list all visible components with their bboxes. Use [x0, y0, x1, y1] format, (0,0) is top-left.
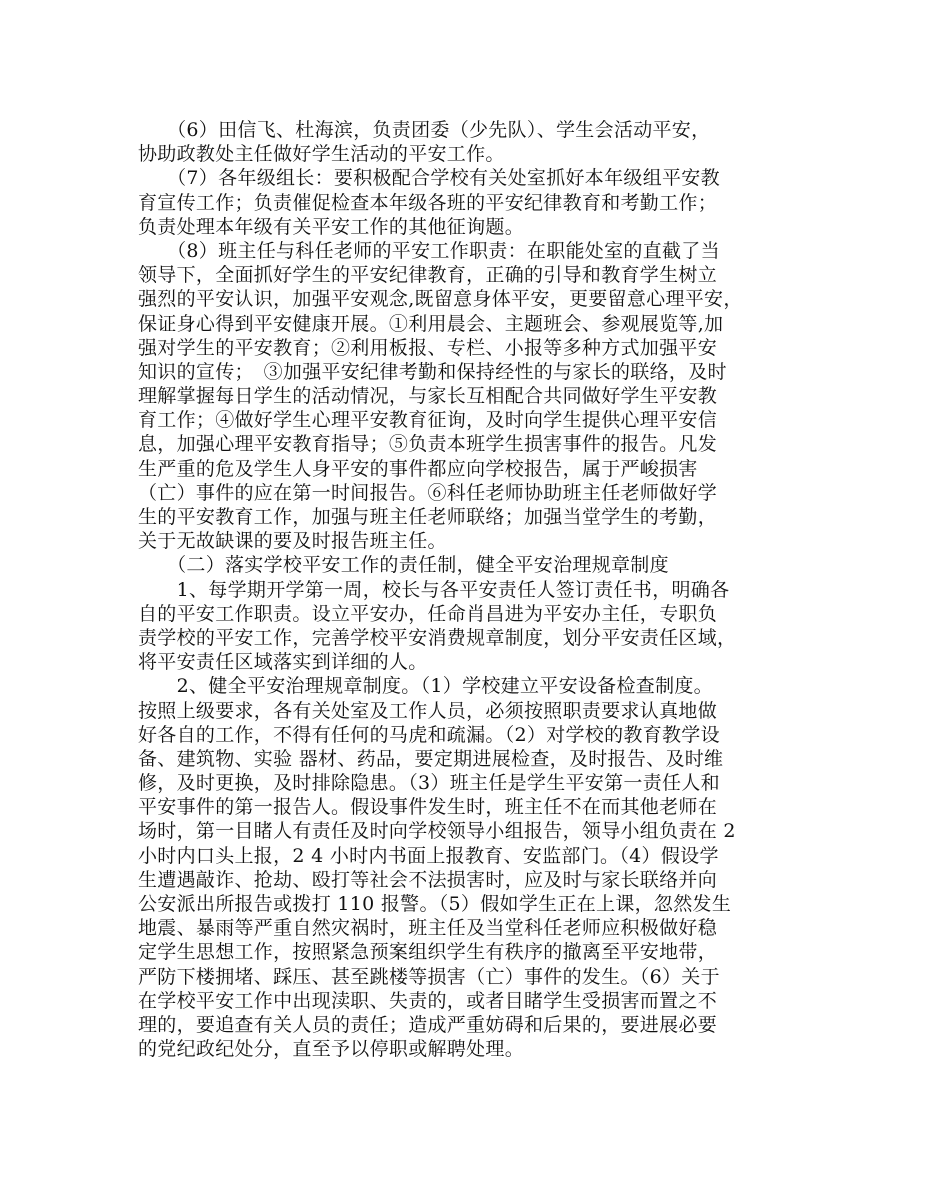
text-line: 场时，第一目睹人有责任及时向学校领导小组报告，领导小组负责在 2	[138, 820, 736, 843]
text-line: 定学生思想工作，按照紧急预案组织学生有秩序的撤离至平安地带，	[138, 941, 718, 964]
text-line: 将平安责任区域落实到详细的人。	[138, 651, 428, 674]
text-line: 地震、暴雨等严重自然灾祸时，班主任及当堂科任老师应积极做好稳	[138, 917, 718, 940]
text-line: 关于无故缺课的要及时报告班主任。	[138, 530, 447, 553]
text-line: 修，及时更换，及时排除隐患。（3）班主任是学生平安第一责任人和	[138, 772, 720, 795]
text-line: 育工作；④做好学生心理平安教育征询，及时向学生提供心理平安信	[138, 409, 718, 432]
text-line: 领导下，全面抓好学生的平安纪律教育，正确的引导和教育学生树立	[138, 264, 718, 287]
text-line: 生遭遇敲诈、抢劫、殴打等社会不法损害时，应及时与家长联络并向	[138, 868, 718, 891]
text-line: 强烈的平安认识，加强平安观念,既留意身体平安，更要留意心理平安，	[138, 288, 743, 311]
text-line: 自的平安工作职责。设立平安办，任命肖昌进为平安办主任，专职负	[138, 602, 718, 625]
text-line: 理解掌握每日学生的活动情况，与家长互相配合共同做好学生平安教	[138, 385, 718, 408]
text-line: 在学校平安工作中出现渎职、失责的，或者目睹学生受损害而置之不	[138, 989, 718, 1012]
text-line: 生严重的危及学生人身平安的事件都应向学校报告，属于严峻损害	[138, 457, 698, 480]
text-line: 息，加强心理平安教育指导；⑤负责本班学生损害事件的报告。凡发	[138, 433, 718, 456]
text-line: （亡）事件的应在第一时间报告。⑥科任老师协助班主任老师做好学	[138, 481, 718, 504]
text-line: 理的，要追查有关人员的责任；造成严重妨碍和后果的，要进展必要	[138, 1013, 718, 1036]
text-line: 负责处理本年级有关平安工作的其他征询题。	[138, 215, 525, 238]
text-line: 小时内口头上报，2 4 小时内书面上报教育、安监部门。（4）假设学	[138, 844, 719, 867]
document-body	[138, 118, 818, 1061]
text-line: 公安派出所报告或拨打 110 报警。（5）假如学生正在上课，忽然发生	[138, 893, 732, 915]
text-line: 1、每学期开学第一周，校长与各平安责任人签订责任书，明确各	[138, 578, 730, 601]
text-line: 保证身心得到平安健康开展。①利用晨会、主题班会、参观展览等,加	[138, 312, 724, 335]
text-line: （6）田信飞、杜海滨，负责团委（少先队）、学生会活动平安，	[138, 119, 711, 141]
text-line: （二）落实学校平安工作的责任制，健全平安治理规章制度	[138, 554, 669, 577]
text-line: 知识的宣传； ③加强平安纪律考勤和保持经性的与家长的联络，及时	[138, 360, 727, 383]
text-line: 强对学生的平安教育；②利用板报、专栏、小报等多种方式加强平安	[138, 336, 718, 359]
text-line: 生的平安教育工作，加强与班主任老师联络；加强当堂学生的考勤，	[138, 506, 718, 528]
text-line: （8）班主任与科任老师的平安工作职责：在职能处室的直截了当	[138, 239, 720, 262]
text-line: 备、建筑物、实验 器材、药品，要定期进展检查，及时报告、及时维	[138, 747, 724, 770]
text-line: 严防下楼拥堵、踩压、甚至跳楼等损害（亡）事件的发生。（6）关于	[138, 965, 720, 988]
text-line: 的党纪政纪处分，直至予以停职或解聘处理。	[138, 1038, 525, 1061]
text-line: 协助政教处主任做好学生活动的平安工作。	[138, 143, 505, 166]
text-line: 育宣传工作；负责催促检查本年级各班的平安纪律教育和考勤工作；	[138, 191, 718, 214]
text-line: 好各自的工作，不得有任何的马虎和疏漏。（2）对学校的教育教学设	[138, 723, 720, 746]
text-line: 平安事件的第一报告人。假设事件发生时，班主任不在而其他老师在	[138, 796, 718, 819]
text-line: 按照上级要求，各有关处室及工作人员，必须按照职责要求认真地做	[138, 699, 718, 722]
text-line: （7）各年级组长：要积极配合学校有关处室抓好本年级组平安教	[138, 167, 720, 190]
text-line: 责学校的平安工作，完善学校平安消费规章制度，划分平安责任区域，	[138, 626, 737, 649]
text-line: 2、健全平安治理规章制度。（1）学校建立平安设备检查制度。	[138, 675, 713, 698]
